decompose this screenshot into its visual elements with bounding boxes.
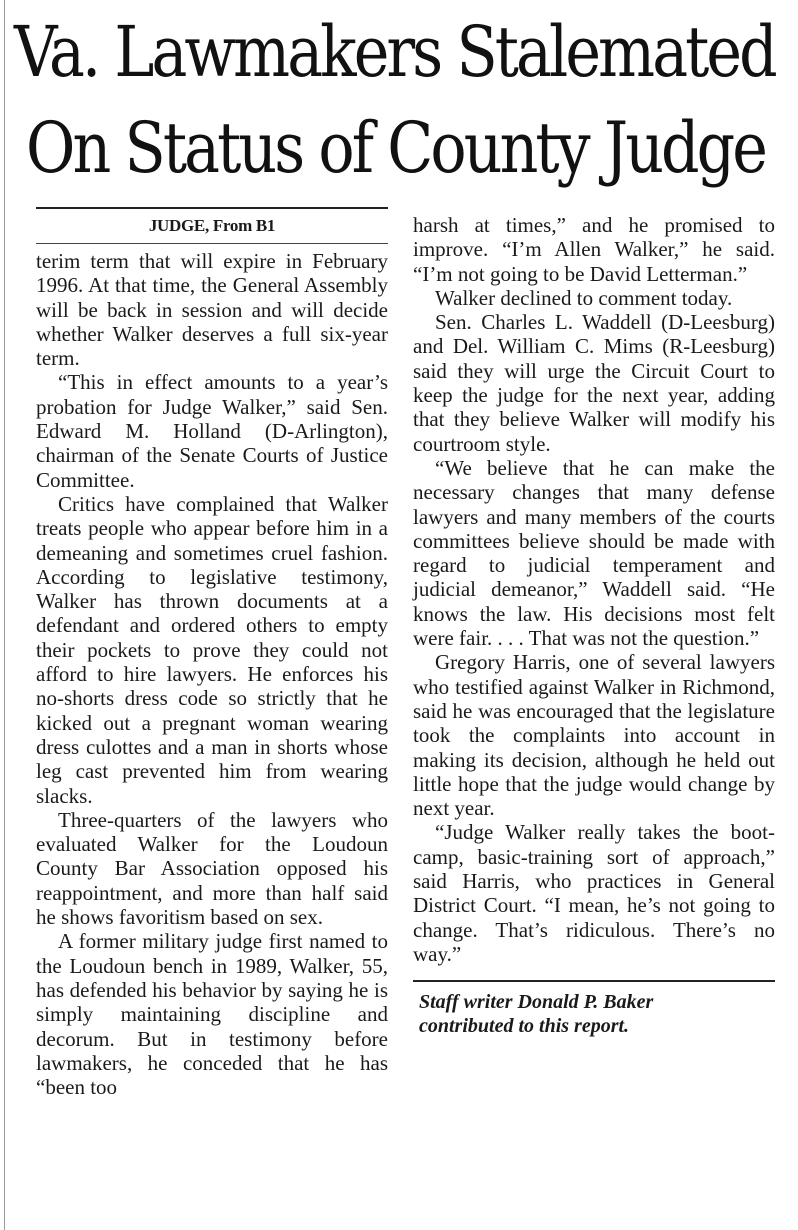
article-column-left bbox=[36, 207, 388, 1099]
jump-rule-bottom bbox=[36, 243, 388, 244]
staff-credit-line-2: contributed to this report. bbox=[419, 1015, 630, 1038]
article-column-right bbox=[413, 213, 775, 1038]
headline-line-2: On Status of County Judge bbox=[26, 107, 765, 189]
headline bbox=[14, 4, 775, 196]
paragraph: Three-quarters of the lawyers who evaluated Walker for the Loudoun County Bar Association opposed his reappointment, and more than half said he shows favoritism based on sex. bbox=[36, 807, 388, 930]
paragraph: A former military judge first named to the Loudoun bench in 1989, Walker, 55, has defended his behavior by saying he is simply maintaining discipline and decorum. But in testimony before lawmakers, he conceded that he has “been too bbox=[36, 929, 388, 1100]
paragraph: “This in effect amounts to a year’s probation for Judge Walker,” said Sen. Edward M. Holland (D-Arlington), chairman of the Senate Courts of Justice Committee. bbox=[36, 370, 388, 492]
paragraph: Walker declined to comment today. bbox=[435, 285, 733, 310]
paragraph: harsh at times,” and he promised to improve. “I’m Allen Walker,” he said. “I’m not going to be David Letterman.” bbox=[413, 213, 775, 286]
paragraph: Gregory Harris, one of several lawyers who testified against Walker in Richmond, said he was encouraged that the legislature took the complaints into account in making its decision, although he held out little hope that the judge would change by next year. bbox=[413, 650, 775, 821]
jump-label: JUDGE, From B1 bbox=[148, 216, 276, 235]
paragraph: terim term that will expire in February 1996. At that time, the General Assembly will be back in session and will decide whether Walker deserves a full six-year term. bbox=[36, 249, 388, 371]
headline-line-1: Va. Lawmakers Stalemated bbox=[14, 11, 775, 93]
credit-rule bbox=[413, 980, 775, 982]
staff-credit-line-1: Staff writer Donald P. Baker bbox=[419, 991, 654, 1014]
paragraph: “Judge Walker really takes the boot-camp, basic-training sort of approach,” said Harris, who practices in General District Court. “I mean, he’s not going to change. That’s ridiculous. There’s no way.” bbox=[413, 820, 775, 966]
paragraph: Critics have complained that Walker treats people who appear before him in a demeaning and sometimes cruel fashion. According to legislative testimony, Walker has thrown documents at a defendant and ordered others to empty their pockets to prove they could not afford to hire lawyers. He enforces his no-shorts dress code so strictly that he kicked out a pregnant woman wearing dress culottes and a man in shorts whose leg cast prevented him from wearing slacks. bbox=[36, 491, 388, 808]
jump-rule-top bbox=[36, 207, 388, 209]
page-edge-rule bbox=[4, 0, 5, 1230]
paragraph: “We believe that he can make the necessary changes that many defense lawyers and many members of the courts committees believe should be made with regard to judicial temperament and judicial demeanor,” Waddell said. “He knows the law. His decisions most felt were fair. . . . That was not the question.” bbox=[413, 455, 775, 651]
paragraph: Sen. Charles L. Waddell (D-Leesburg) and Del. William C. Mims (R-Leesburg) said they will urge the Circuit Court to keep the judge for the next year, adding that they believe Walker will modify his courtroom style. bbox=[413, 310, 775, 456]
